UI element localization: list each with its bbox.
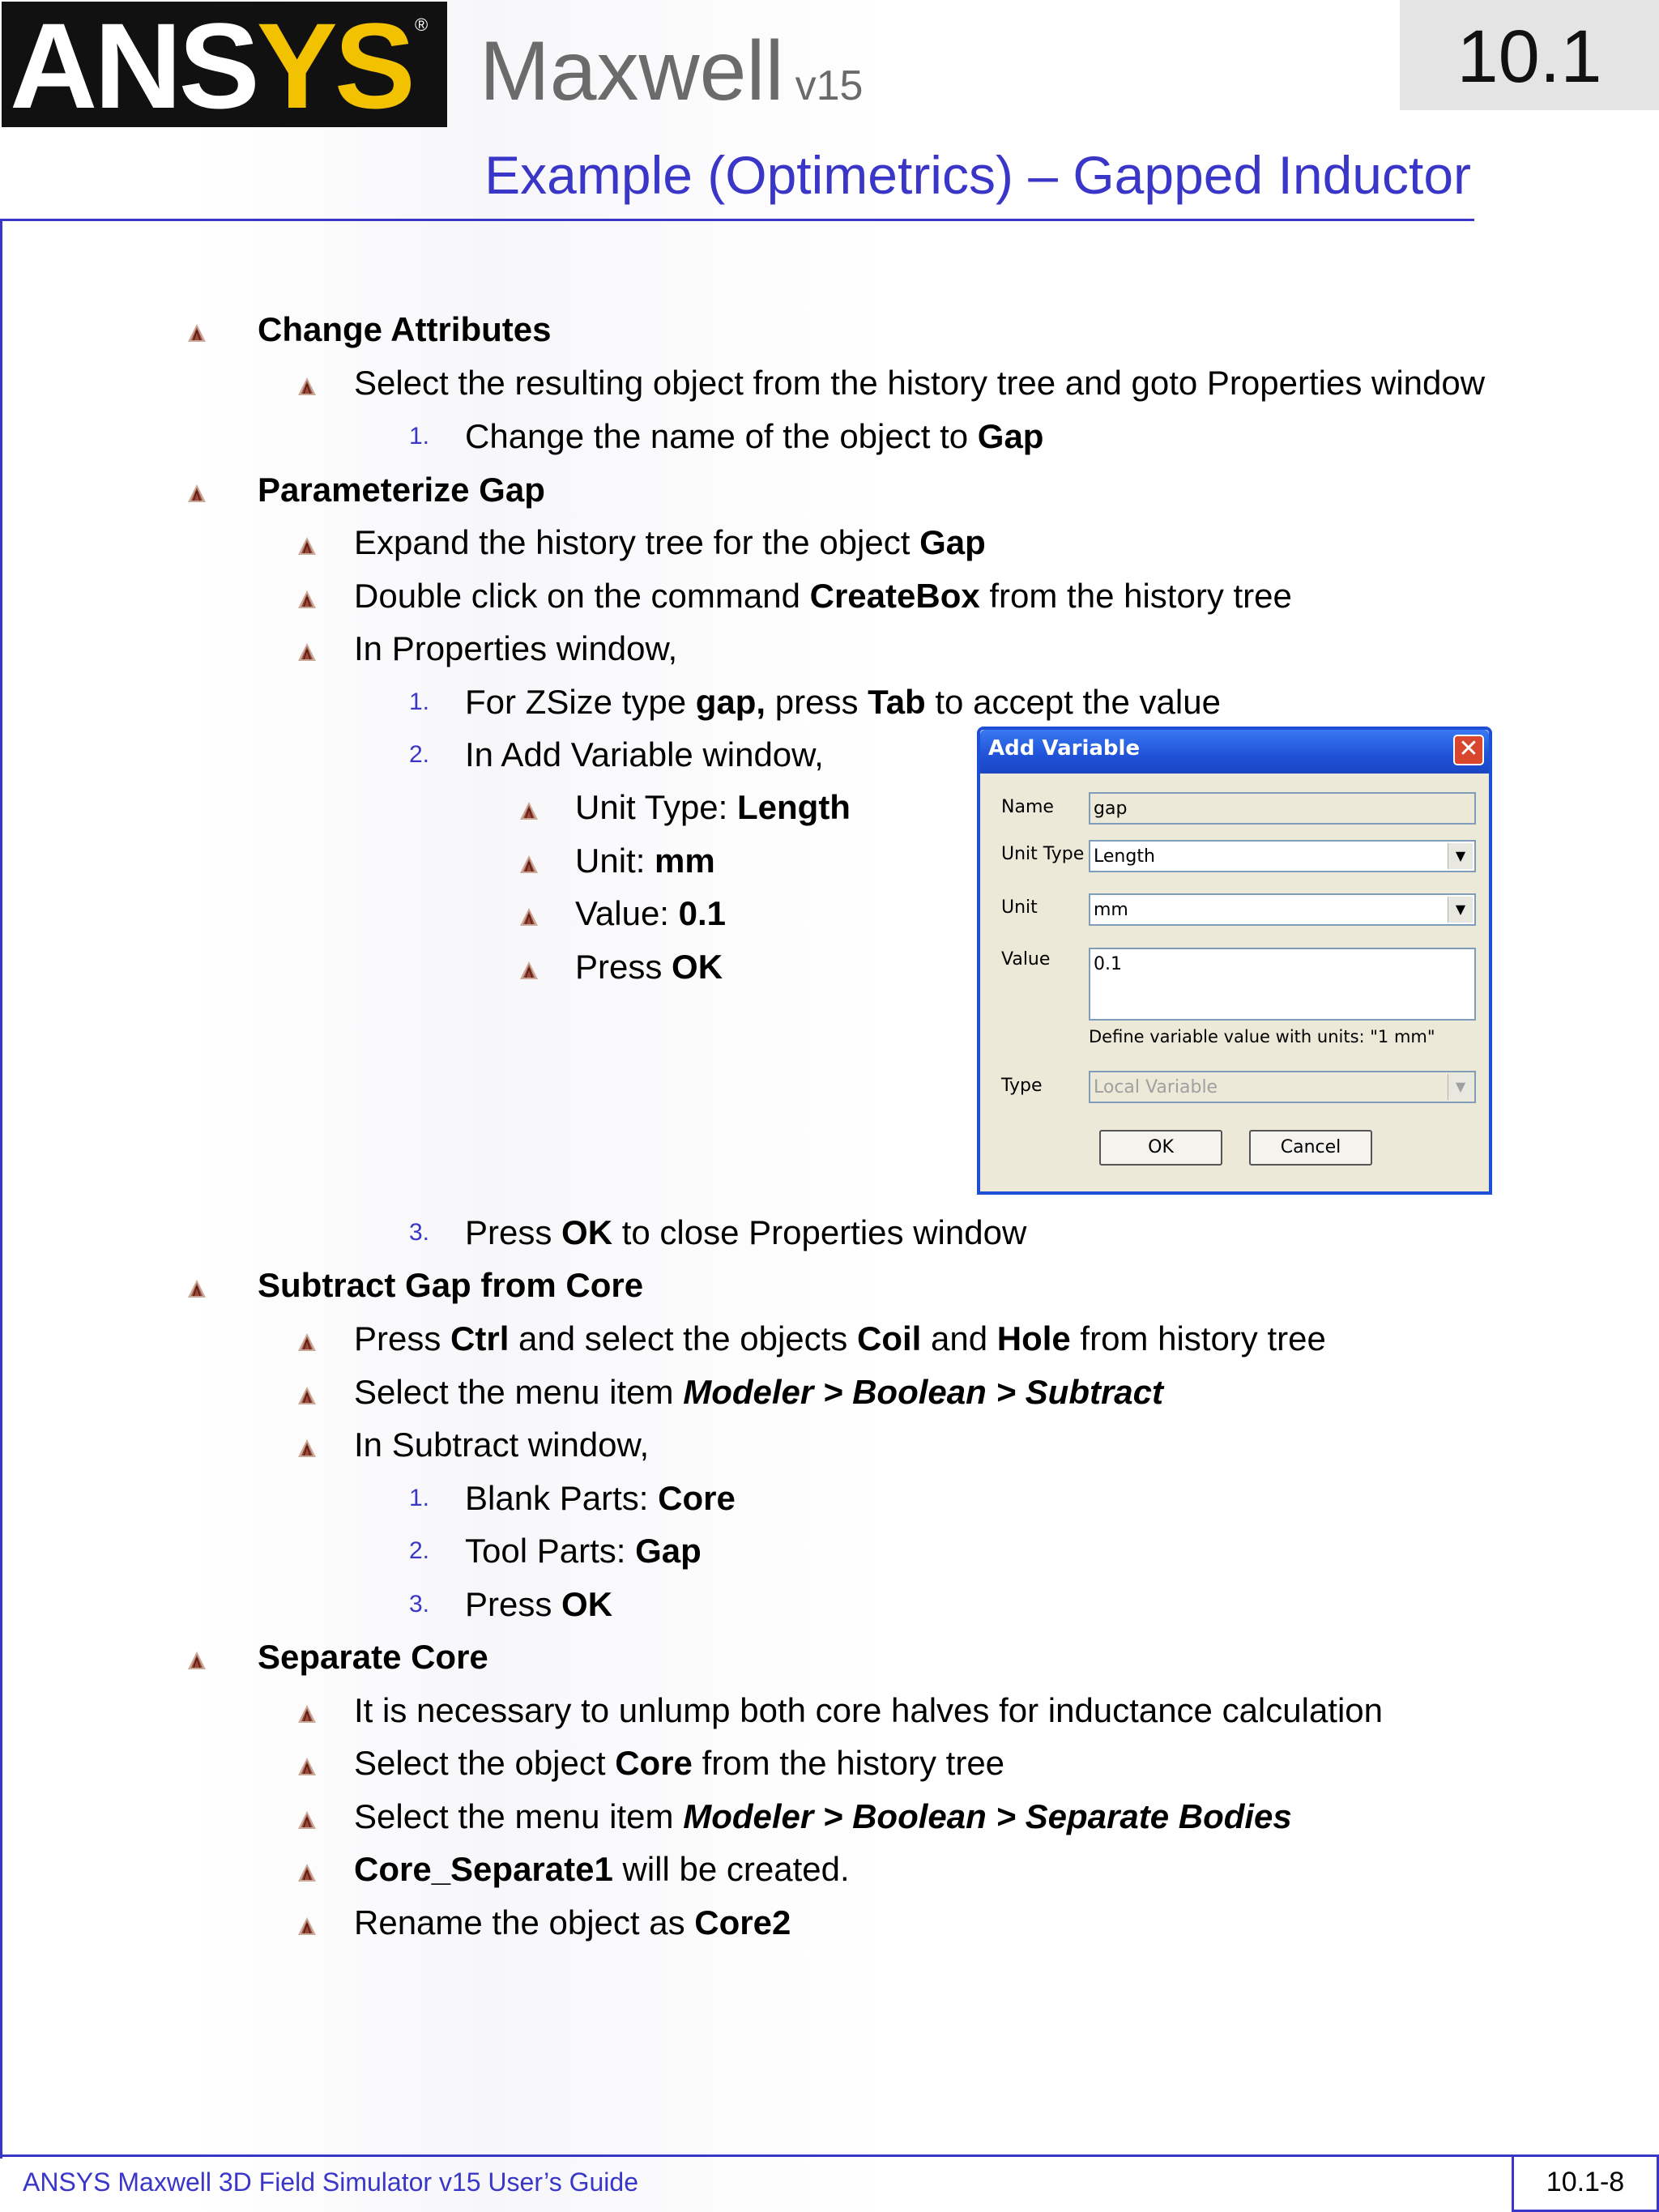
bullet-icon bbox=[296, 1862, 318, 1883]
bullet-icon bbox=[186, 1650, 207, 1671]
product-version: v15 bbox=[795, 62, 864, 109]
bullet-icon bbox=[296, 376, 318, 397]
add-variable-dialog bbox=[977, 727, 1492, 1195]
unit-type-label: Unit Type bbox=[1001, 844, 1085, 864]
text: Press bbox=[575, 948, 672, 986]
bold-text: CreateBox bbox=[809, 577, 980, 615]
text: Press bbox=[465, 1585, 562, 1623]
unit-type-value: Length bbox=[1094, 846, 1155, 867]
close-icon[interactable]: ✕ bbox=[1453, 735, 1484, 765]
list-item bbox=[354, 1318, 1326, 1360]
text: Select the object bbox=[354, 1744, 616, 1782]
bullet-icon bbox=[296, 1756, 318, 1777]
bold-text: Tab bbox=[868, 683, 926, 721]
bold-text: Gap bbox=[977, 417, 1044, 455]
step-number: 2. bbox=[409, 741, 430, 768]
list-item bbox=[354, 522, 986, 564]
value-label: Value bbox=[1001, 949, 1051, 970]
footer-divider bbox=[0, 2154, 1513, 2157]
bullet-icon bbox=[186, 322, 207, 343]
list-item bbox=[465, 1477, 736, 1519]
type-label: Type bbox=[1001, 1076, 1043, 1096]
step-number: 1. bbox=[409, 423, 430, 450]
logo-text-white: ANS bbox=[10, 0, 257, 134]
heading-text: Separate Core bbox=[258, 1638, 488, 1676]
list-item bbox=[575, 786, 851, 829]
logo-text-yellow: YS bbox=[256, 0, 412, 134]
bullet-icon bbox=[296, 641, 318, 663]
section-heading bbox=[258, 1264, 643, 1306]
text: from the history tree bbox=[692, 1744, 1005, 1782]
section-heading bbox=[258, 1636, 488, 1678]
bold-text: Coil bbox=[856, 1319, 922, 1357]
chevron-down-icon[interactable]: ▼ bbox=[1448, 897, 1473, 923]
chapter-box bbox=[1400, 0, 1659, 110]
heading-text: Subtract Gap from Core bbox=[258, 1266, 644, 1304]
page-number-box bbox=[1512, 2154, 1659, 2212]
unit-type-select[interactable] bbox=[1089, 840, 1476, 872]
text: Select the menu item bbox=[354, 1373, 684, 1411]
list-item bbox=[354, 1742, 1004, 1784]
bold-text: Gap bbox=[635, 1532, 702, 1570]
text: to accept the value bbox=[925, 683, 1221, 721]
chapter-number: 10.1 bbox=[1456, 15, 1602, 98]
text: Press bbox=[354, 1319, 451, 1357]
registered-mark: ® bbox=[415, 15, 429, 35]
bold-text: Core bbox=[658, 1479, 736, 1517]
list-item bbox=[354, 575, 1292, 617]
step-number: 2. bbox=[409, 1537, 430, 1564]
list-item bbox=[465, 416, 1043, 458]
title-divider bbox=[0, 219, 1474, 221]
ansys-logo bbox=[2, 0, 447, 134]
text: from the history tree bbox=[979, 577, 1292, 615]
bold-text: Core bbox=[615, 1744, 693, 1782]
list-item bbox=[354, 1848, 850, 1890]
type-select bbox=[1089, 1071, 1476, 1103]
cancel-button[interactable]: Cancel bbox=[1249, 1130, 1372, 1166]
unit-label: Unit bbox=[1001, 897, 1038, 918]
page-number: 10.1-8 bbox=[1546, 2167, 1625, 2197]
step-number: 1. bbox=[409, 688, 430, 715]
left-border bbox=[0, 219, 2, 2159]
list-item bbox=[465, 1212, 1026, 1254]
dialog-title: Add Variable bbox=[988, 736, 1141, 761]
bold-text: Core2 bbox=[694, 1903, 791, 1941]
bullet-icon bbox=[518, 800, 539, 821]
bold-text: gap, bbox=[695, 683, 766, 721]
bullet-icon bbox=[296, 1332, 318, 1353]
text: Change the name of the object to bbox=[465, 417, 978, 455]
bullet-icon bbox=[296, 1916, 318, 1937]
bold-text: Gap bbox=[919, 523, 986, 561]
bullet-icon bbox=[296, 1809, 318, 1831]
bold-text: 0.1 bbox=[678, 894, 727, 932]
bold-text: OK bbox=[561, 1213, 613, 1251]
text: Select the menu item bbox=[354, 1797, 684, 1835]
bullet-icon bbox=[296, 535, 318, 556]
text: Tool Parts: bbox=[465, 1532, 636, 1570]
bullet-icon bbox=[296, 1438, 318, 1459]
bold-text: Core_Separate1 bbox=[354, 1850, 613, 1888]
heading-text: Parameterize Gap bbox=[258, 471, 545, 509]
list-item bbox=[575, 840, 715, 882]
unit-value: mm bbox=[1094, 900, 1128, 920]
list-item bbox=[354, 1796, 1292, 1838]
text: Rename the object as bbox=[354, 1903, 695, 1941]
text: to close Properties window bbox=[612, 1213, 1027, 1251]
text: Value: bbox=[575, 894, 679, 932]
list-item bbox=[575, 893, 726, 935]
list-item bbox=[575, 946, 723, 988]
list-item: In Add Variable window, bbox=[465, 735, 824, 774]
list-item: Select the resulting object from the history tree and goto Properties window bbox=[354, 364, 1486, 402]
step-number: 1. bbox=[409, 1485, 430, 1511]
chevron-down-icon[interactable]: ▼ bbox=[1448, 843, 1473, 869]
bold-text: OK bbox=[672, 948, 723, 986]
text: Press bbox=[465, 1213, 562, 1251]
text: Expand the history tree for the object bbox=[354, 523, 920, 561]
text: and select the objects bbox=[509, 1319, 857, 1357]
text: Blank Parts: bbox=[465, 1479, 659, 1517]
text: and bbox=[921, 1319, 997, 1357]
text: will be created. bbox=[612, 1850, 850, 1888]
bold-text: OK bbox=[561, 1585, 613, 1623]
bold-text: Ctrl bbox=[450, 1319, 510, 1357]
product-name bbox=[480, 23, 863, 134]
footer-guide-title: ANSYS Maxwell 3D Field Simulator v15 User’s Guide bbox=[23, 2167, 638, 2197]
text: press bbox=[766, 683, 868, 721]
chevron-down-icon: ▼ bbox=[1448, 1074, 1473, 1100]
text: Unit Type: bbox=[575, 788, 737, 826]
bold-text: Length bbox=[737, 788, 851, 826]
bullet-icon bbox=[296, 1385, 318, 1406]
list-item: It is necessary to unlump both core halves for inductance calculation bbox=[354, 1691, 1384, 1729]
menu-path: Modeler > Boolean > Subtract bbox=[683, 1373, 1164, 1411]
list-item: In Subtract window, bbox=[354, 1426, 650, 1464]
unit-select[interactable] bbox=[1089, 893, 1476, 926]
list-item bbox=[465, 1530, 702, 1572]
bullet-icon bbox=[186, 483, 207, 504]
dialog-title-bar[interactable] bbox=[980, 730, 1489, 774]
section-heading bbox=[258, 469, 545, 511]
step-number: 3. bbox=[409, 1219, 430, 1246]
value-field[interactable]: 0.1 bbox=[1089, 948, 1476, 1021]
bold-text: mm bbox=[655, 842, 715, 880]
step-number: 3. bbox=[409, 1591, 430, 1617]
bullet-icon bbox=[518, 906, 539, 927]
text: For ZSize type bbox=[465, 683, 696, 721]
bullet-icon bbox=[518, 960, 539, 981]
bullet-icon bbox=[518, 854, 539, 875]
menu-path: Modeler > Boolean > Separate Bodies bbox=[683, 1797, 1292, 1835]
list-item bbox=[465, 1583, 612, 1626]
name-label: Name bbox=[1001, 797, 1054, 817]
text: Unit: bbox=[575, 842, 655, 880]
page-title: Example (Optimetrics) – Gapped Inductor bbox=[484, 145, 1471, 205]
bullet-icon bbox=[296, 1703, 318, 1724]
product-title: Maxwell bbox=[480, 24, 784, 118]
value-hint: Define variable value with units: "1 mm" bbox=[1089, 1027, 1435, 1046]
bullet-icon bbox=[186, 1278, 207, 1299]
bullet-icon bbox=[296, 589, 318, 610]
ok-button[interactable]: OK bbox=[1099, 1130, 1222, 1166]
list-item bbox=[465, 681, 1221, 723]
name-field[interactable]: gap bbox=[1089, 792, 1476, 825]
section-heading bbox=[258, 309, 551, 351]
text: Double click on the command bbox=[354, 577, 810, 615]
type-value: Local Variable bbox=[1094, 1077, 1218, 1097]
list-item bbox=[354, 1371, 1163, 1413]
bold-text: Hole bbox=[996, 1319, 1071, 1357]
list-item: In Properties window, bbox=[354, 629, 678, 667]
heading-text: Change Attributes bbox=[258, 310, 552, 348]
text: from history tree bbox=[1070, 1319, 1326, 1357]
list-item bbox=[354, 1902, 791, 1944]
